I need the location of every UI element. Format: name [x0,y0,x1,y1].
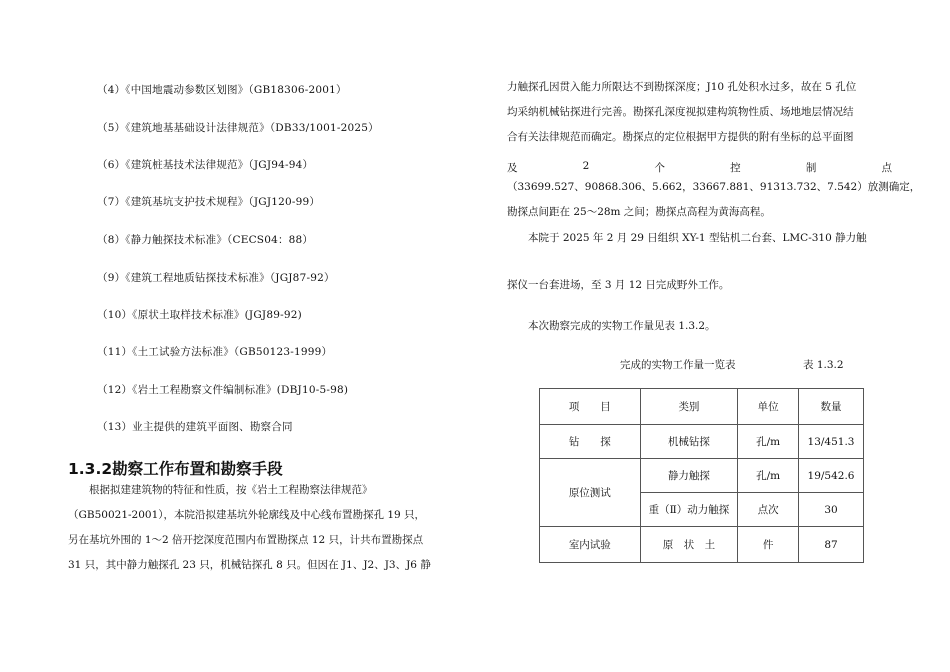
reference-item: （6）《建筑桩基技术法律规范》（JGJ94-94） [97,159,314,171]
reference-item: （4）《中国地震动参数区划图》（GB18306-2001） [97,84,347,96]
body-line: 探仪一台套进场，至 3 月 12 日完成野外工作。 [507,279,730,291]
table-cell: 原位测试 [540,459,641,527]
table-cell: 30 [799,493,864,527]
table-cell: 重（Ⅱ）动力触探 [640,493,738,527]
table-row [540,527,864,563]
body-line: 均采纳机械钻探进行完善。勘探孔深度视拟建构筑物性质、场地地层情况结 [507,106,854,118]
table-row [540,459,864,493]
table-cell: 点次 [738,493,799,527]
section-heading: 1.3.2勘察工作布置和勘察手段 [68,460,283,478]
body-line: 另在基坑外围的 1～2 倍开挖深度范围内布置勘探点 12 只，计共布置勘探点 [68,534,424,546]
word: 个 [654,162,665,174]
body-line: 本次勘察完成的实物工作量见表 1.3.2。 [507,320,716,332]
reference-item: （13）业主提供的建筑平面图、勘察合同 [97,421,293,433]
table-number: 表 1.3.2 [803,359,844,371]
table-caption: 完成的实物工作量一览表 [620,359,736,371]
table-header-row [540,389,864,425]
word: 控 [730,162,741,174]
body-line: 勘探点间距在 25～28m 之间；勘探点高程为黄海高程。 [507,206,771,218]
table-cell: 室内试验 [540,527,641,563]
reference-item: （5）《建筑地基基础设计法律规范》（DB33/1001-2025） [97,122,379,134]
body-line: 31 只，其中静力触探孔 23 只，机械钻探孔 8 只。但因在 J1、J2、J3、J6 静 [68,559,431,571]
table-cell: 13/451.3 [799,425,864,459]
table-cell: 件 [738,527,799,563]
body-line: 本院于 2025 年 2 月 29 日组织 XY-1 型钻机二台套、LMC-310 静力触 [507,232,867,244]
body-line: 根据拟建建筑物的特征和性质，按《岩土工程勘察法律规范》 [68,484,373,496]
table-cell: 19/542.6 [799,459,864,493]
word: 制 [805,162,817,174]
table-cell: 孔/m [738,459,799,493]
reference-item: （10）《原状土取样技术标准》(JGJ89-92) [97,309,302,321]
reference-item: （8）《静力触探技术标准》（CECS04：88） [97,234,314,246]
reference-item: （7）《建筑基坑支护技术规程》（JGJ120-99） [97,196,321,208]
body-line: 力触探孔因贯入能力所限达不到勘探深度；J10 孔处积水过多，故在 5 孔位 [507,81,857,93]
header-cell: 数量 [799,389,864,425]
body-line: （33699.527、90868.306、5.662，33667.881、91313.732、7.542）放测确定， [507,181,921,193]
table-cell: 87 [799,527,864,563]
table-cell: 机械钻探 [640,425,738,459]
word: 及 [507,162,518,174]
justified-line [507,160,892,175]
word: 2 [582,160,590,172]
table-cell: 静力触探 [640,459,738,493]
reference-item: （11）《土工试验方法标准》（GB50123-1999） [97,346,333,358]
header-cell: 单位 [738,389,799,425]
table-cell: 钻 探 [540,425,641,459]
header-cell: 类别 [640,389,738,425]
work-quantity-table [539,388,864,563]
table-row [540,425,864,459]
body-line: 合有关法律规范而确定。勘探点的定位根据甲方提供的附有坐标的总平面图 [507,131,854,143]
table-cell: 原 状 土 [640,527,738,563]
header-cell: 项 目 [540,389,641,425]
reference-item: （12）《岩土工程勘察文件编制标准》(DBJ10-5-98) [97,384,349,396]
reference-item: （9）《建筑工程地质钻探技术标准》（JGJ87-92） [97,272,335,284]
word: 点 [881,162,892,174]
body-line: （GB50021-2001），本院沿拟建基坑外轮廓线及中心线布置勘探孔 19 只， [68,509,426,521]
table-cell: 孔/m [738,425,799,459]
